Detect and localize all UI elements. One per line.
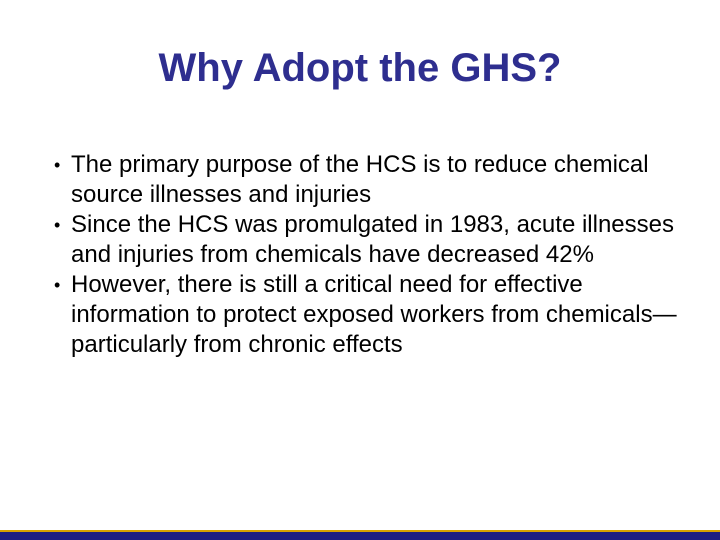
bullet-item bbox=[54, 210, 684, 270]
bullet-dot-icon: • bbox=[54, 155, 61, 175]
bullet-text: However, there is still a critical need for effective information to protect exposed workers from chemicals—particularly from chronic effects bbox=[71, 271, 677, 358]
bullet-dot-icon: • bbox=[54, 215, 61, 235]
bullet-item bbox=[54, 270, 684, 360]
bottom-accent-bar bbox=[0, 530, 720, 540]
slide-title: Why Adopt the GHS? bbox=[158, 46, 562, 90]
bullet-text: Since the HCS was promulgated in 1983, acute illnesses and injuries from chemicals have decreased 42% bbox=[71, 211, 674, 268]
bullet-item bbox=[54, 150, 684, 210]
bullet-list bbox=[54, 150, 684, 360]
bottom-accent-fill bbox=[0, 532, 720, 540]
bullet-dot-icon: • bbox=[54, 275, 61, 295]
bullet-text: The primary purpose of the HCS is to reduce chemical source illnesses and injuries bbox=[71, 151, 649, 208]
